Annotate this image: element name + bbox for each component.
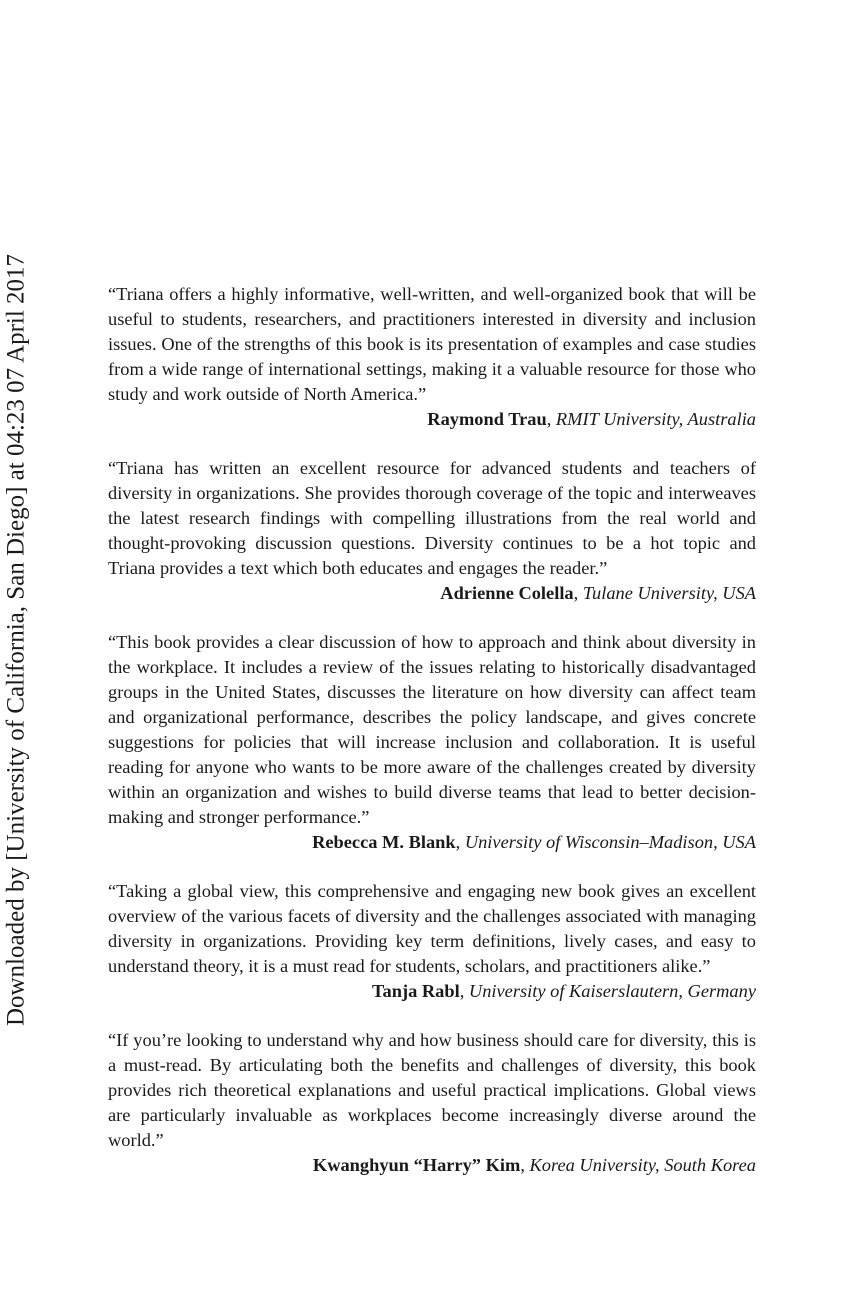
endorsement [108, 630, 756, 855]
endorser-affiliation: University of Wisconsin–Madison, USA [464, 832, 756, 852]
attribution-separator: , [546, 409, 556, 429]
attribution-separator: , [520, 1155, 530, 1175]
endorsements-list [108, 282, 756, 1202]
endorsement [108, 456, 756, 606]
endorser-name: Tanja Rabl [371, 981, 460, 1001]
endorsement-quote: “This book provides a clear discussion of how to approach and think about diversity in the workplace. It includes a review of the issues relating to historically disadvantaged groups in the United States, discusses the literature on how diversity can affect team and organizational performance, describes the policy landscape, and gives concrete suggestions for policies that will increase inclusion and collaboration. It is useful reading for anyone who wants to be more aware of the challenges created by diversity within an organization and wishes to build diverse teams that lead to better decision-making and stronger performance.” [108, 632, 756, 827]
endorsement-attribution [108, 407, 756, 432]
endorsement [108, 879, 756, 1004]
attribution-separator: , [459, 981, 469, 1001]
endorser-affiliation: University of Kaiserslautern, Germany [468, 981, 756, 1001]
endorsement-quote: “Triana has written an excellent resource for advanced students and teachers of diversity in organizations. She provides thorough coverage of the topic and interweaves the latest research findings with compelling illustrations from the real world and thought-provoking discussion questions. Diversity continues to be a hot topic and Triana provides a text which both educates and engages the reader.” [108, 458, 756, 578]
endorsement-quote: “If you’re looking to understand why and how business should care for diversity, this is a must-read. By articulating both the benefits and challenges of diversity, this book provides rich theoretical explanations and useful practical implications. Global views are particularly invaluable as workplaces become increasingly diverse around the world.” [108, 1030, 756, 1150]
endorsement-quote: “Taking a global view, this comprehensive and engaging new book gives an excellent overview of the various facets of diversity and the challenges associated with managing diversity in organizations. Providing key term definitions, lively cases, and easy to understand theory, it is a must read for students, scholars, and practitioners alike.” [108, 881, 756, 976]
endorser-affiliation: Tulane University, USA [582, 583, 756, 603]
endorsement-attribution [108, 830, 756, 855]
attribution-separator: , [573, 583, 583, 603]
endorsement-attribution [108, 581, 756, 606]
endorser-name: Raymond Trau [427, 409, 547, 429]
endorsement-attribution [108, 979, 756, 1004]
endorsement [108, 282, 756, 432]
endorser-affiliation: RMIT University, Australia [555, 409, 756, 429]
endorser-name: Kwanghyun “Harry” Kim [312, 1155, 521, 1175]
endorser-affiliation: Korea University, South Korea [529, 1155, 756, 1175]
endorser-name: Rebecca M. Blank [312, 832, 456, 852]
endorser-name: Adrienne Colella [440, 583, 574, 603]
endorsement-quote: “Triana offers a highly informative, well-written, and well-organized book that will be useful to students, researchers, and practitioners interested in diversity and inclusion issues. One of the strengths of this book is its presentation of examples and case studies from a wide range of international settings, making it a valuable resource for those who study and work outside of North America.” [108, 284, 756, 404]
attribution-separator: , [455, 832, 465, 852]
endorsement [108, 1028, 756, 1178]
endorsement-attribution [108, 1153, 756, 1178]
download-stamp-text: Downloaded by [University of California, San Diego] at 04:23 07 April 2017 [2, 253, 30, 1027]
